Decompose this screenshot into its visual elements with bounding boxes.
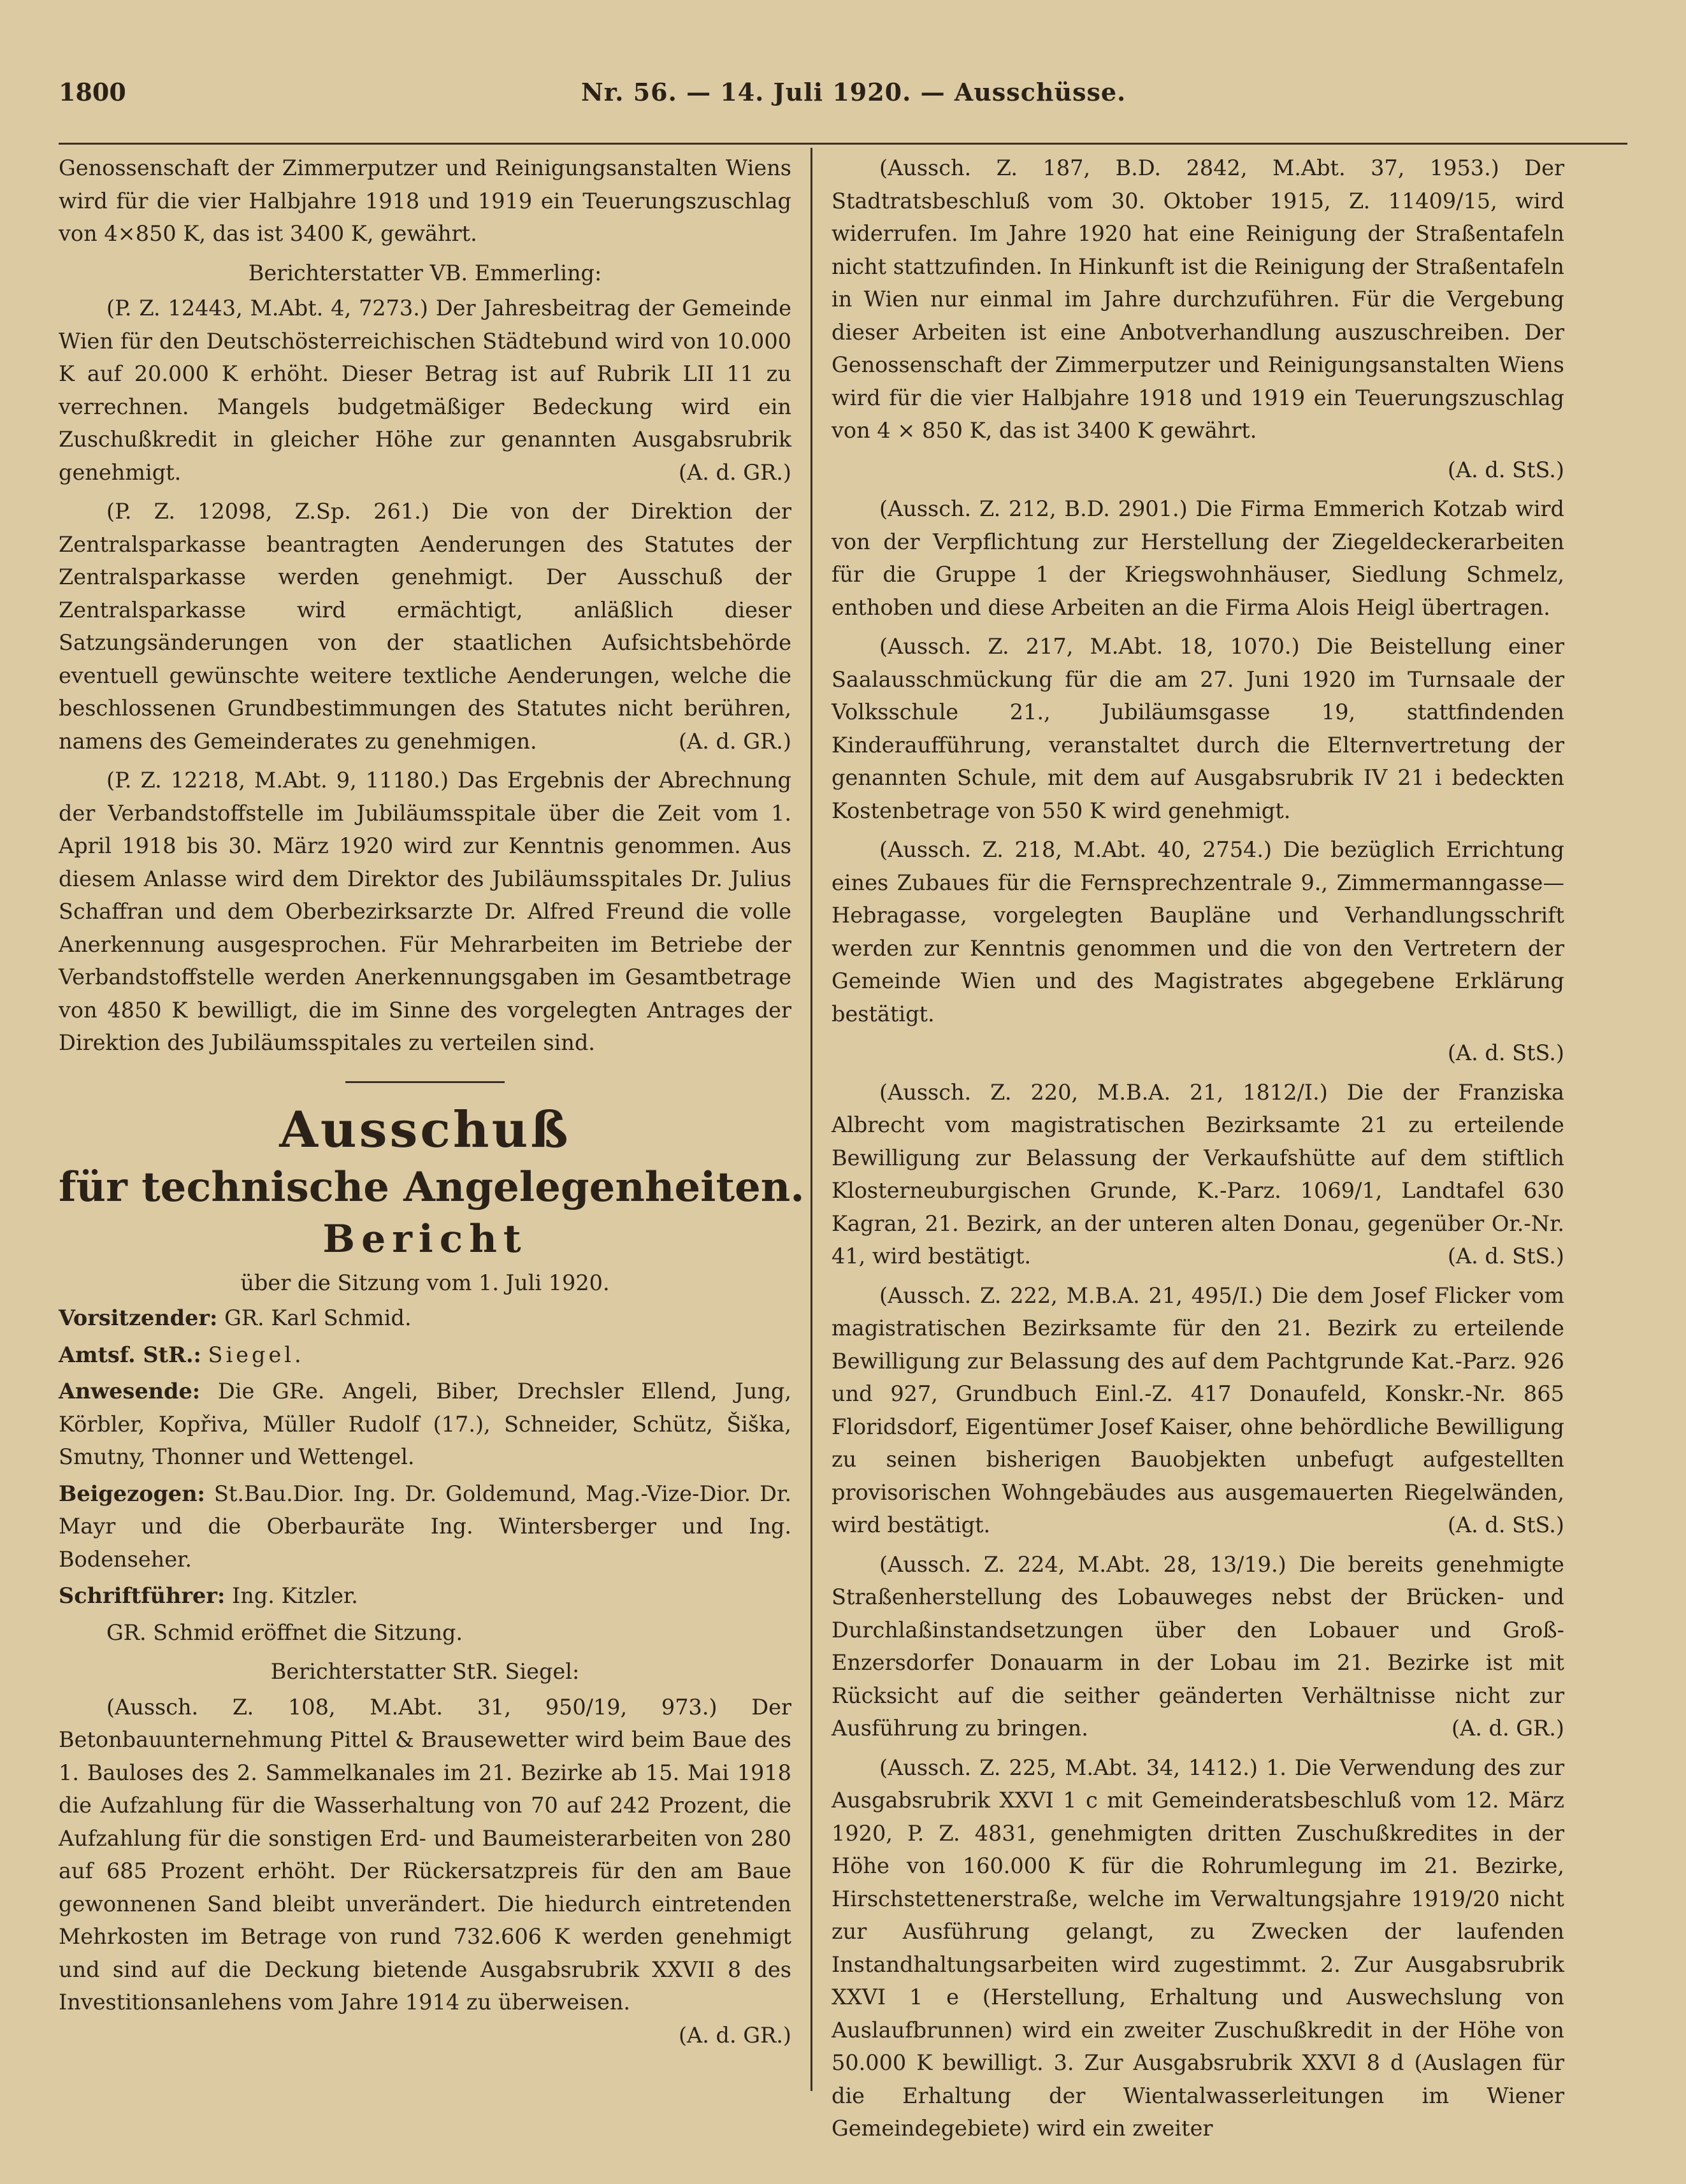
signature: (A. d. GR.) (678, 459, 791, 485)
right-column (832, 152, 1564, 2152)
left-column (59, 152, 805, 2051)
paragraph: (Aussch. Z. 187, B.D. 2842, M.Abt. 37, 1953.) Der Stadtratsbeschluß vom 30. Oktober 1915, Z. 11409/15, wird widerrufen. Im Jahre 1920 hat eine Reinigung der Straßentafeln nicht stattzufinden. In Hinkunft ist die Reinigung der Straßentafeln in Wien nur einmal im Jahre durchzuführen. Für die Vergebung dieser Arbeiten ist eine Anbotverhandlung auszuschreiben. Der Genossenschaft der Zimmerputzer und Reinigungsanstalten Wiens wird für die vier Halbjahre 1918 und 1919 ein Teuerungszuschlag von 4 × 850 K, das ist 3400 K gewährt. (832, 155, 1564, 443)
paragraph: (Aussch. Z. 217, M.Abt. 18, 1070.) Die Beistellung einer Saalausschmückung für die am 27. Juni 1920 im Turnsaale der Volksschule 21., Jubiläumsgasse 19, stattfindenden Kinderaufführung, veranstaltet durch die Elternvertretung der genannten Schule, mit dem auf Ausgabsrubrik IV 21 i bedeckten Kostenbetrage von 550 K wird genehmigt. (832, 634, 1564, 823)
paragraph: (Aussch. Z. 108, M.Abt. 31, 950/19, 973.) Der Betonbauunternehmung Pittel & Brausewetter wird beim Baue des 1. Bauloses des 2. Sammelkanales im 21. Bezirke ab 15. Mai 1918 die Aufzahlung für die Wasserhaltung von 70 auf 242 Prozent, die Aufzahlung für die sonstigen Erd- und Baumeisterarbeiten von 280 auf 685 Prozent erhöht. Der Rückersatzpreis für den am Baue gewonnenen Sand bleibt unverändert. Die hiedurch eintretenden Mehrkosten im Betrage von rund 732.606 K werden genehmigt und sind auf die Deckung bietende Ausgabsrubrik XXVII 8 des Investitionsanlehens vom Jahre 1914 zu überweisen. (A. d. GR.) (59, 1691, 791, 2019)
header-rule (59, 143, 1627, 145)
paragraph: (Aussch. Z. 225, M.Abt. 34, 1412.) 1. Die Verwendung des zur Ausgabsrubrik XXVI 1 c mit Gemeinderatsbeschluß vom 12. März 1920, P. Z. 4831, genehmigten dritten Zuschußkredites in der Höhe von 160.000 K für die Rohrumlegung im 21. Bezirke, Hirschstettenerstraße, welche im Verwaltungsjahre 1919/20 nicht zur Ausführung gelangt, zu Zwecken der laufenden Instandhaltungsarbeiten wird zugestimmt. 2. Zur Ausgabsrubrik XXVI 1 e (Herstellung, Erhaltung und Auswechslung von Auslaufbrunnen) wird ein zweiter Zuschußkredit in der Höhe von 50.000 K bewilligt. 3. Zur Ausgabsrubrik XXVI 8 d (Auslagen für die Erhaltung der Wientalwasserleitungen im Wiener Gemeindegebiete) wird ein zweiter (832, 1755, 1564, 2141)
section-subtitle: für technische Angelegenheiten. (59, 1163, 805, 1211)
paragraph: (Aussch. Z. 220, M.B.A. 21, 1812/I.) Die der Franziska Albrecht vom magistratischen Bezirksamte 21 zu erteilende Bewilligung zur Belassung der Verkaufshütte auf dem stiftlich Klosterneuburgischen Grunde, K.-Parz. 1069/1, Landtafel 630 Kagran, 21. Bezirk, an der unteren alten Donau, gegenüber Or.-Nr. 41, wird bestätigt. (A. d. StS.) (832, 1076, 1564, 1273)
page-number: 1800 (59, 78, 126, 106)
paragraph: (Aussch. Z. 218, M.Abt. 40, 2754.) Die bezüglich Errichtung eines Zubaues für die Fernsprechzentrale 9., Zimmermanngasse—Hebragasse, vorgelegten Baupläne und Verhandlungsschrift werden zur Kenntnis genommen und die von den Vertretern der Gemeinde Wien und des Magistrates abgegebene Erklärung bestätigt. (832, 837, 1564, 1026)
paragraph: (Aussch. Z. 224, M.Abt. 28, 13/19.) Die bereits genehmigte Straßenherstellung des Lobauweges nebst der Brücken- und Durchlaßinstandsetzungen über den Lobauer und Groß-Enzersdorfer Donauarm in der Lobau im 21. Bezirke ist mit Rücksicht auf die seither geänderten Verhältnisse nicht zur Ausführung zu bringen. (A. d. GR.) (832, 1548, 1564, 1745)
paragraph: (P. Z. 12443, M.Abt. 4, 7273.) Der Jahresbeitrag der Gemeinde Wien für den Deutschösterreichischen Städtebund wird von 10.000 K auf 20.000 K erhöht. Dieser Betrag ist auf Rubrik LII 11 zu verrechnen. Mangels budgetmäßiger Bedeckung wird ein Zuschußkredit in gleicher Höhe zur genannten Ausgabsrubrik genehmigt. (A. d. GR.) (59, 292, 791, 489)
opening-line: GR. Schmid eröffnet die Sitzung. (106, 1620, 463, 1645)
session-date: über die Sitzung vom 1. Juli 1920. (240, 1270, 610, 1295)
signature: (A. d. StS.) (1447, 1512, 1564, 1537)
paragraph: (Aussch. Z. 212, B.D. 2901.) Die Firma Emmerich Kotzab wird von der Verpflichtung zur Herstellung der Ziegeldeckerarbeiten für die Gruppe 1 der Kriegswohnhäuser, Siedlung Schmelz, enthoben und diese Arbeiten an die Firma Alois Heigl übertragen. (832, 496, 1564, 620)
paragraph: (P. Z. 12218, M.Abt. 9, 11180.) Das Ergebnis der Abrechnung der Verbandstoffstelle im Jubiläumsspitale über die Zeit vom 1. April 1918 bis 30. März 1920 wird zur Kenntnis genommen. Aus diesem Anlasse wird dem Direktor des Jubiläumsspitales Dr. Julius Schaffran und dem Oberbezirksarzte Dr. Alfred Freund die volle Anerkennung ausgesprochen. Für Mehrarbeiten im Betriebe der Verbandstoffstelle werden Anerkennungsgaben im Gesamtbetrage von 4850 K bewilligt, die im Sinne des vorgelegten Antrages der Direktion des Jubiläumsspitales zu verteilen sind. (59, 768, 791, 1055)
reporter-heading: Berichterstatter StR. Siegel: (270, 1659, 580, 1684)
invited-line: Beigezogen: St.Bau.Dior. Ing. Dr. Goldemund, Mag.-Vize-Dior. Dr. Mayr und die Oberbauräte Ing. Wintersberger und Ing. Bodenseher. (59, 1481, 791, 1572)
secretary-line: Schriftführer: Ing. Kitzler. (59, 1583, 358, 1608)
reporter-heading: Berichterstatter VB. Emmerling: (248, 260, 602, 285)
section-separator (345, 1081, 505, 1083)
signature: (A. d. StS.) (1447, 1040, 1564, 1065)
paragraph: (Aussch. Z. 222, M.B.A. 21, 495/I.) Die dem Josef Flicker vom magistratischen Bezirksamte für den 21. Bezirk zu erteilende Bewilligung zur Belassung des auf dem Pachtgrunde Kat.-Parz. 926 und 927, Grundbuch Einl.-Z. 417 Donaufeld, Konskr.-Nr. 865 Floridsdorf, Eigentümer Josef Kaiser, ohne behördliche Bewilligung zu seinen bisherigen Bauobjekten unbefugt aufgestellten provisorischen Wohngebäudes aus ausgemauerten Riegelwänden, wird bestätigt. (A. d. StS.) (832, 1279, 1564, 1542)
paragraph: Genossenschaft der Zimmerputzer und Reinigungsanstalten Wiens wird für die vier Halbjahre 1918 und 1919 ein Teuerungszuschlag von 4×850 K, das ist 3400 K, gewährt. (59, 155, 791, 246)
chair-line: Vorsitzender: GR. Karl Schmid. (59, 1305, 412, 1330)
official-line: Amtsf. StR.: Siegel. (59, 1342, 305, 1367)
signature: (A. d. StS.) (1447, 1244, 1564, 1268)
signature: (A. d. GR.) (1451, 1716, 1564, 1741)
page-header (59, 69, 1627, 113)
present-line: Anwesende: Die GRe. Angeli, Biber, Drechsler Ellend, Jung, Körbler, Kopřiva, Müller Rudolf (17.), Schneider, Schütz, Šiška, Smutny, Thonner und Wettengel. (59, 1379, 791, 1469)
paragraph: (P. Z. 12098, Z.Sp. 261.) Die von der Direktion der Zentralsparkasse beantragten Aenderungen des Statutes der Zentralsparkasse werden genehmigt. Der Ausschuß der Zentralsparkasse wird ermächtigt, anläßlich dieser Satzungsänderungen von der staatlichen Aufsichtsbehörde eventuell gewünschte weitere textliche Aenderungen, welche die beschlossenen Grundbestimmungen des Statutes nicht berühren, namens des Gemeinderates zu genehmigen. (A. d. GR.) (59, 495, 791, 758)
section-title: Ausschuß (279, 1100, 571, 1159)
signature: (A. d. GR.) (678, 728, 791, 754)
signature: (A. d. StS.) (1447, 457, 1564, 482)
signature: (A. d. GR.) (678, 2022, 791, 2048)
column-divider (811, 148, 812, 2091)
report-heading: Bericht (322, 1216, 528, 1261)
running-head: Nr. 56. — 14. Juli 1920. — Ausschüsse. (581, 78, 1127, 106)
